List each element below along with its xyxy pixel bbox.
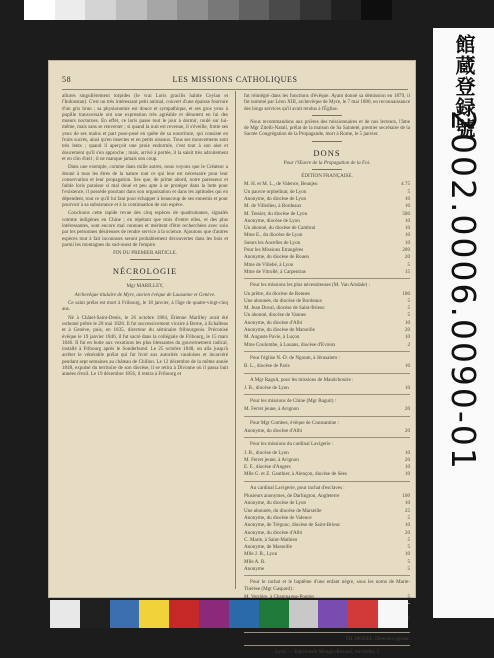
- donation-row: [244, 247, 410, 253]
- article-paragraph: allures singulièrement torpides (le vrai Loris gracilis habite Ceylan et l'Indoustan). C'est un très intéressant petit animal, couvert d'une épaisse fourrure d'un gris brun ; sa physionomie est douce et sympathique, et ses gros yeux à pupille transversale ont une expression très agréable et dénotent en lui des mœurs nocturnes. En effet, ce loris passe tout le jour à dormir, roulé sur lui-même, mais sans se renverser ; si quand la nuit est revenue, il s'éveille, frotte ses yeux de ses mains et part pose-posé en quête de sa nourriture, qui consiste en fruits sucrés, ainsi qu'en insectes et en petits oiseaux. Tous ses mouvements sont très lents ; quand il aperçoit une proie endormie, c'est tout à son aise et doucement qu'il s'en approche ; mais, arrivé à portée, il la saisit très adroitement et en clin d'œil ; il ne manque jamais son coup.: [62, 93, 228, 162]
- donation-row: [244, 232, 410, 238]
- donor-label: M. Ferret jeune, à Avignon: [244, 456, 299, 463]
- donation-list: [244, 181, 410, 621]
- gray-swatch: [85, 0, 116, 20]
- donation-amount: 100: [402, 493, 410, 500]
- color-swatch: [259, 600, 289, 628]
- donation-row: [244, 305, 410, 311]
- gray-swatch: [116, 0, 147, 20]
- separator-rule: [244, 575, 410, 576]
- obituary-paragraph: Ce saint prélat est mort à Fribourg, le 18 janvier, à l'âge de quatre-vingt-cinq ans.: [62, 300, 228, 313]
- donation-amount: 10: [404, 334, 410, 341]
- donation-row: [244, 203, 410, 209]
- donation-row: [244, 291, 410, 297]
- color-swatch: [229, 600, 259, 628]
- separator-rule: [130, 259, 160, 260]
- separator-rule: [244, 373, 410, 374]
- donation-row: [244, 363, 410, 369]
- donor-label: Un abonné, du diocèse de Cambrai: [244, 225, 316, 232]
- donation-amount: 5: [407, 188, 410, 195]
- gray-swatch: [208, 0, 239, 20]
- donation-amount: 5: [407, 593, 410, 600]
- gray-swatch: [331, 0, 362, 20]
- donor-label: M. Jean Duval, diocèse de Saint-Brieuc: [244, 305, 325, 312]
- separator-rule: [130, 279, 160, 280]
- separator-rule: [312, 141, 342, 142]
- donation-row: [244, 457, 410, 463]
- donor-label: Mme Coulombe, à Louans, diocèse d'Évreux: [244, 341, 336, 348]
- donation-amount: 10: [404, 319, 410, 326]
- donation-amount: 100: [402, 290, 410, 297]
- donation-row: [244, 500, 410, 506]
- separator-rule: [312, 169, 342, 170]
- donation-amount: 5: [407, 536, 410, 543]
- donation-row: [244, 450, 410, 456]
- donation-amount: 10: [404, 217, 410, 224]
- gray-swatch: [147, 0, 178, 20]
- gray-swatch: [239, 0, 270, 20]
- donor-label: Une abonnée, du diocèse de Bordeaux: [244, 297, 323, 304]
- donation-amount: 20: [404, 406, 410, 413]
- donation-amount: 5: [407, 544, 410, 551]
- donation-row: [244, 196, 410, 202]
- donor-label: M. Tessier, du diocèse de Lyon: [244, 210, 308, 217]
- donor-label: E. F., diocèse d'Angers: [244, 464, 291, 471]
- grayscale-calibration-strip: [24, 0, 392, 20]
- separator-rule: [244, 437, 410, 438]
- donor-label: Anonyme, du diocèse d'Albi: [244, 427, 303, 434]
- donation-group-heading: Pour les missions les plus nécessiteuses (M. Van Arsdale) :: [250, 282, 370, 289]
- donation-amount: 5: [407, 297, 410, 304]
- donation-row: [244, 530, 410, 536]
- prayer-recommendation: Nous recommandons aux prières des missionnaires et de nos lecteurs, l'âme de Mgr Zitelli-Natali, prélat de la maison de Sa Sainteté, premier secrétaire de la Sacrée Congrégation de la Propagande, mort à Rome, le 5 janvier.: [244, 118, 410, 138]
- donation-row: [244, 493, 410, 499]
- header-rule: [62, 89, 408, 90]
- donation-amount: 10: [404, 363, 410, 370]
- donation-group-heading: A Mgr Raguit, pour les missions de Mandchourie :: [250, 376, 354, 383]
- separator-rule: [244, 278, 410, 279]
- donation-row: [244, 559, 410, 565]
- donor-label: Plusieurs anonymes, de Darlington, Angleterre: [244, 493, 340, 500]
- page-header: [62, 75, 408, 87]
- donation-row: [244, 320, 410, 326]
- donation-group-heading: Au cardinal Lavigerie, pour rachat d'esclaves :: [250, 484, 345, 491]
- donation-row: [244, 508, 410, 514]
- donor-label: Un pauvre orphelinat, de Lyon: [244, 188, 307, 195]
- donation-amount: 5: [407, 312, 410, 319]
- color-swatch: [139, 600, 169, 628]
- obituary-paragraph: Né à Châtel-Saint-Denis, le 26 octobre 1804, Étienne Marilley avait été ordonné prêtre le 20 mai 1828. Il fut successivement vicaire à Berne, à Echallens et à Genève, puis, en 1835, directeur du séminaire fribourgeois. Préconisé évêque le 19 janvier 1846, il fut sacré dans la collégiale de Fribourg, le 15 mars 1846. Il fut en butte aux vexations les plus blessantes du gouvernement radical, installé à Fribourg après le Sonderbund. Le 25 octobre 1848, on alla jusqu'à arrêter le vénérable prélat qui fut livré aux autorités vaudoises et incarcéré pendant sept semaines au château de Chillon. Le 12 décembre de la même année 1848, expulsé du territoire de son diocèse, il se retira à Divonne où il passa huit années d'exil. Le 19 décembre 1856, il rentra à Fribourg et: [62, 314, 228, 378]
- donation-amount: 25: [404, 507, 410, 514]
- donor-label: Une abonnée, du diocèse de Marseille: [244, 507, 322, 514]
- color-swatch: [318, 600, 348, 628]
- donation-row: [244, 551, 410, 557]
- donation-group-heading: Pour l'église N.-D. de Ngoum, à Jérusalem :: [250, 354, 340, 361]
- signature: TH. MOREL, Directeur-gérant.: [345, 636, 410, 643]
- donor-label: Mlle G. et Z. Gauthier, à Alençon, diocèse de Sées: [244, 471, 347, 478]
- donation-amount: 10: [404, 464, 410, 471]
- color-calibration-strip: [50, 600, 408, 628]
- donor-label: Anonyme, du diocèse de Valence: [244, 514, 312, 521]
- donation-row: [244, 406, 410, 412]
- donation-amount: 10: [404, 522, 410, 529]
- separator-rule: [244, 645, 410, 646]
- donation-amount: 20: [404, 254, 410, 261]
- donation-amount: 10: [404, 232, 410, 239]
- gray-swatch: [55, 0, 86, 20]
- donation-row: [244, 262, 410, 268]
- donation-row: [244, 218, 410, 224]
- publication-title: LES MISSIONS CATHOLIQUES: [172, 75, 298, 84]
- donation-amount: 200: [402, 247, 410, 254]
- donation-amount: 15: [404, 268, 410, 275]
- donor-label: Mme E., du diocèse de Lyon: [244, 232, 303, 239]
- donor-label: Anonyme, du diocèse de Marseille: [244, 327, 315, 334]
- donation-row: [244, 464, 410, 470]
- donation-row: [244, 298, 410, 304]
- donation-amount: 10: [404, 384, 410, 391]
- donation-row: [244, 544, 410, 550]
- obituary-title: NÉCROLOGIE: [112, 266, 178, 277]
- donation-row: [244, 189, 410, 195]
- donation-amount: 10: [404, 195, 410, 202]
- donation-row: [244, 181, 410, 187]
- color-swatch: [110, 600, 140, 628]
- donation-row: [244, 269, 410, 275]
- donor-label: Anonyme, de Trégunc, diocèse de Saint-Brieuc: [244, 522, 341, 529]
- gray-swatch: [269, 0, 300, 20]
- donor-label: M. H. et M. L., de Valence, Beaujeu: [244, 181, 318, 188]
- archive-label: [433, 28, 494, 618]
- donation-row: [244, 385, 410, 391]
- left-column: [62, 93, 228, 380]
- donor-label: Anonyme, du diocèse de Lyon: [244, 195, 307, 202]
- donor-label: Anonyme, du diocèse de Rouen: [244, 254, 309, 261]
- donor-label: Anonyme, du diocèse d'Albi: [244, 529, 303, 536]
- donation-amount: 20: [404, 327, 410, 334]
- donation-row: [244, 312, 410, 318]
- donation-group-heading: Pour les missions de Chine (Mgr Raguit) :: [250, 398, 337, 405]
- donor-label: Sœurs les Ancelles de Lyon: [244, 239, 301, 246]
- donation-amount: 5: [407, 615, 410, 622]
- donation-row: [244, 566, 410, 572]
- donor-label: J. B., diocèse de Lyon: [244, 384, 289, 391]
- donor-label: Mlle A. R.: [244, 558, 266, 565]
- separator-rule: [312, 115, 342, 116]
- donor-label: B. L., diocèse de Paris: [244, 363, 290, 370]
- gray-swatch: [24, 0, 55, 20]
- donation-amount: 2: [407, 341, 410, 348]
- donation-row: [244, 428, 410, 434]
- donor-label: Anonyme, du diocèse d'Albi: [244, 319, 303, 326]
- donor-label: Anonyme, diocèse de Lyon: [244, 217, 300, 224]
- edition-heading: ÉDITION FRANÇAISE.: [301, 173, 353, 180]
- right-column: [244, 93, 410, 658]
- donation-group-heading: Pour Mgr Combes, évêque de Constantine :: [250, 419, 339, 426]
- color-swatch: [289, 600, 319, 628]
- separator-rule: [244, 481, 410, 482]
- donor-label: M. Ferret jeune, à Avignon: [244, 406, 299, 413]
- obituary-subtitle: Archevêque titulaire de Myre, ancien évêque de Lausanne et Genève.: [74, 291, 216, 298]
- separator-rule: [244, 632, 410, 633]
- donation-amount: 5: [407, 558, 410, 565]
- donation-amount: 5: [407, 566, 410, 573]
- donation-row: [244, 240, 410, 246]
- donation-amount: 10: [404, 203, 410, 210]
- obituary-name: Mgr MARILLEY,: [126, 283, 164, 290]
- donation-amount: 20: [404, 456, 410, 463]
- article-paragraph: Concluons cette rapide revue des cinq espèces de quadrumanes, signalés comme indigènes en Chine ; en répétant que trois d'entre elles, et des plus intéressantes, sont encore mal connues et méritent d'être recherchées avec soin par les personnes désireuses de rendre service à la science. Ajoutons que d'autres espèces tout à fait inconnues seront probablement découvertes dans les bois et parmi les montagnes du sud-ouest de l'empire.: [62, 210, 228, 248]
- donor-label: Mme de Vitrollé, à Carpentras: [244, 268, 306, 275]
- donor-label: M. Auguste Pavie, à Luçon: [244, 334, 300, 341]
- color-swatch: [169, 600, 199, 628]
- donation-amount: 10: [404, 239, 410, 246]
- donation-row: [244, 254, 410, 260]
- obituary-continuation: fut réintégré dans les fonctions d'évêque. Ayant donné sa démission en 1879, il fut nommé par Léon XIII, archevêque de Myre, le 7 mai 1880, en reconnaissance des longs services qu'il avait rendus à l'Église.: [244, 93, 410, 112]
- donation-row: [244, 334, 410, 340]
- donor-label: M. Verrière, à Champagne-Pontier: [244, 593, 315, 600]
- gray-swatch: [361, 0, 392, 20]
- separator-rule: [244, 394, 410, 395]
- donor-label: Un prêtre, du diocèse de Rennes: [244, 290, 310, 297]
- donation-amount: 500: [402, 210, 410, 217]
- donor-label: Anonyme: [244, 566, 265, 573]
- donor-label: Anonyme, du diocèse de Lyon: [244, 500, 307, 507]
- donation-row: [244, 537, 410, 543]
- color-swatch: [50, 600, 80, 628]
- donation-amount: 10: [404, 471, 410, 478]
- donation-group-heading: Pour le rachat et le baptême d'une enfant nègre, sous les noms de Marie-Thérèse (Mgr Gaspard) :: [244, 579, 410, 592]
- donor-label: C. Marie, à Saint-Mathieu: [244, 536, 298, 543]
- end-of-article-note: FIN DU PREMIER ARTICLE.: [113, 250, 177, 257]
- donations-title: DONS: [313, 147, 341, 158]
- donation-row: [244, 211, 410, 217]
- donation-amount: 20: [404, 427, 410, 434]
- donor-label: J. B., diocèse de Lyon: [244, 449, 289, 456]
- donor-label: M. de Villedieu, à Bordeaux: [244, 203, 302, 210]
- donation-amount: 10: [404, 500, 410, 507]
- newspaper-page: [48, 60, 416, 656]
- donation-amount: 10: [404, 551, 410, 558]
- donation-amount: 20: [404, 529, 410, 536]
- color-swatch: [378, 600, 408, 628]
- separator-rule: [244, 416, 410, 417]
- donation-amount: 5: [407, 261, 410, 268]
- page-number: 58: [62, 75, 72, 84]
- separator-rule: [244, 351, 410, 352]
- gray-swatch: [177, 0, 208, 20]
- donation-amount: 5: [407, 514, 410, 521]
- column-divider: [235, 91, 236, 589]
- color-swatch: [80, 600, 110, 628]
- donation-row: [244, 522, 410, 528]
- archive-label-kanji: 館蔵登録號: [452, 34, 476, 139]
- printer-imprint: Lyon. — Imprimerie Mougin-Rusand, rue Stella, 3: [275, 649, 379, 656]
- donor-label: Anonyme, de Marseille: [244, 544, 292, 551]
- gray-swatch: [300, 0, 331, 20]
- donor-label: Pour les Missions Étrangères: [244, 247, 304, 254]
- donation-row: [244, 342, 410, 348]
- donor-label: Un abonné, diocèse de Vannes: [244, 312, 307, 319]
- archive-label-number: 2002.0006.0090-01: [444, 110, 483, 471]
- donation-amount: 10: [404, 225, 410, 232]
- donation-row: [244, 225, 410, 231]
- donation-amount: 5: [407, 305, 410, 312]
- donation-row: [244, 515, 410, 521]
- donation-row: [244, 471, 410, 477]
- donation-row: [244, 327, 410, 333]
- color-swatch: [199, 600, 229, 628]
- donations-subtitle: Pour l'Œuvre de la Propagation de la Foi.: [283, 159, 371, 166]
- article-paragraph: Dans une exemple, comme dans mille autres, nous voyons que le Créateur a donné à tous les êtres de la nature tout ce qui leur est nécessaire pour leur conservation et leur propagation. Ses que, de prime abord, notre paresseux et faible loris paraisse si mal doué et peu apte à se protéger dans la lutte pour l'existence, il possède pourtant dans son organisation et dans les aptitudes qui en dépendent, tout ce qu'il lui faut pour échapper à beaucoup de ses ennemis et pour pourvoir à sa subsistance et à la continuation de son espèce.: [62, 164, 228, 209]
- color-swatch: [348, 600, 378, 628]
- donor-label: Mlle J. B., Lyon: [244, 551, 278, 558]
- donation-amount: 4 75: [401, 181, 410, 188]
- donation-amount: 10: [404, 449, 410, 456]
- donation-group-heading: Pour les missions du cardinal Lavigerie :: [250, 441, 334, 448]
- donor-label: Mme de Villebé, à Lyon: [244, 261, 294, 268]
